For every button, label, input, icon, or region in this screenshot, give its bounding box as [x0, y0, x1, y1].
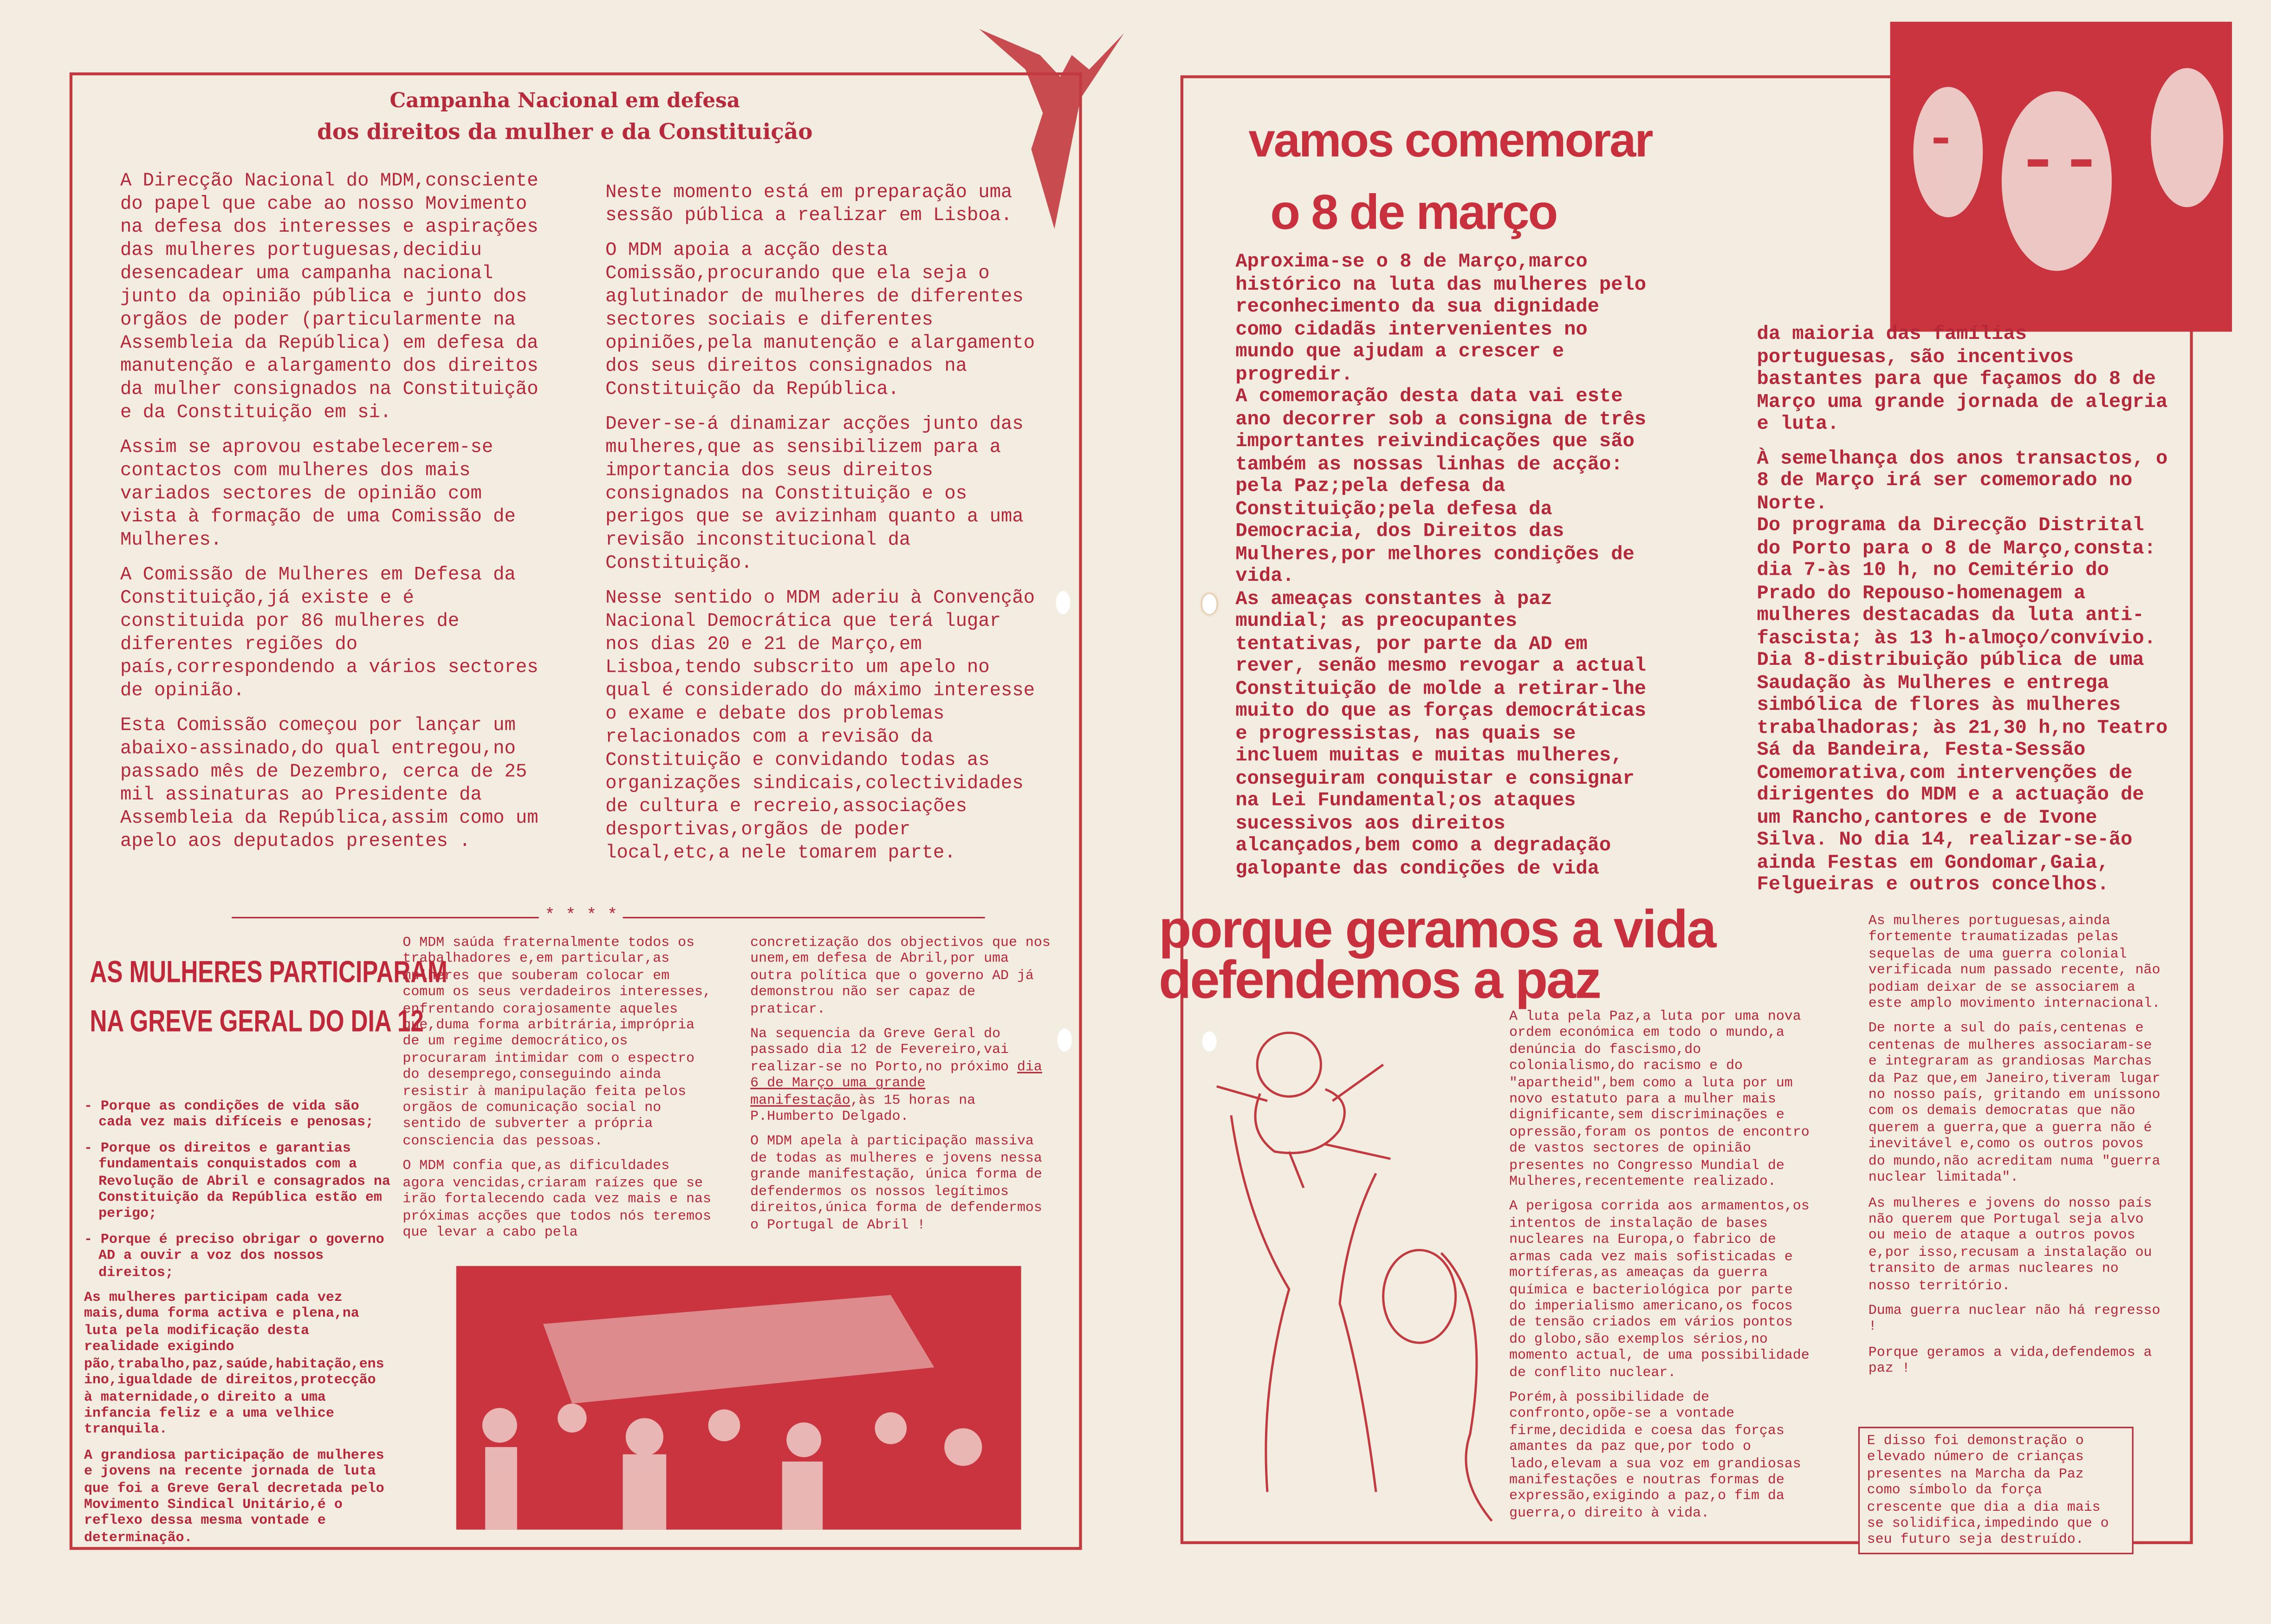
faces-photo-image [1890, 22, 2232, 332]
list-item: - Porque as condições de vida são cada vez mais difíceis e penosas; [84, 1098, 374, 1130]
paragraph: A Direcção Nacional do MDM,consciente do papel que cabe ao nosso Movimento na defesa dos interesses e aspirações das mulheres portuguesas,decidiu desencadear uma campanha nacional junto da opinião pública e junto dos orgãos de poder (particularmente na Assembleia da República) em defesa da manutenção e alargamento dos direitos da mulher consignados na Constituição e da Constituição em si. [120, 169, 539, 423]
paragraph: Aproxima-se o 8 de Março,marco histórico na luta das mulheres pelo reconhecimento da sua dignidade como cidadãs intervenientes no mundo que ajudam a crescer e progredir. [1235, 252, 1647, 386]
paragraph: As mulheres e jovens do nosso país não querem que Portugal seja alvo ou meio de ataque a outros povos e,por isso,recusam a instalação ou transito de armas nucleares no nosso território. [1868, 1194, 2152, 1293]
paragraph: A luta pela Paz,a luta por uma nova ordem económica em todo o mundo,a denúncia do fascismo,do colonialismo,do racismo e do "apartheid",bem como a luta por um novo estatuto para a mulher mais dignificante,sem discriminações e opressão,foram os pontos de encontro de vastos sectores de opinião presentes no Congresso Mundial de Mulheres,recentemente realizado. [1509, 1008, 1810, 1189]
peace-headline-line2: defendemos a paz [1159, 950, 1600, 1010]
peace-column-2 [1869, 913, 2164, 1386]
march8-headline-line2: o 8 de março [1270, 185, 1557, 240]
paragraph: Esta Comissão começou por lançar um abaixo-assinado,do qual entregou,no passado mês de Dezembro, cerca de 25 mil assinaturas ao Presidente da Assembleia da República,assim como um apelo aos deputados presentes . [120, 714, 539, 852]
mother-and-baby-drawing [1202, 1014, 1506, 1535]
women-faces-photo [1890, 22, 2232, 332]
peace-headline-line1: porque geramos a vida [1159, 899, 1715, 959]
march8-column-1 [1235, 252, 1647, 881]
paragraph: Porque geramos a vida,defendemos a paz ! [1868, 1344, 2152, 1377]
punch-hole [1058, 1028, 1072, 1052]
punch-hole [1202, 594, 1217, 614]
strike-heading [90, 949, 447, 1047]
text: ,às 15 horas na P.Humberto Delgado. [750, 1091, 976, 1124]
reasons-list [84, 1098, 391, 1280]
boxed-note: E disso foi demonstração o elevado número de crianças presentes na Marcha da Paz como símbolo da força crescente que dia a dia mais se solidifica,impedindo que o seu futuro seja destruído. [1858, 1427, 2134, 1554]
campaign-column-2 [605, 181, 1043, 877]
paragraph: O MDM apoia a acção desta Comissão,procurando que ela seja o aglutinador de mulheres de diferentes sectores sociais e diferentes opiniões,pela manutenção e alargamento dos seus direitos consignados na Constituição da República. [605, 239, 1035, 400]
list-item: - Porque os direitos e garantias fundamentais conquistados com a Revolução de Abril e consagrados na Constituição da República estão em perigo; [84, 1139, 390, 1222]
paragraph: O MDM confia que,as dificuldades agora vencidas,criaram raízes que se irão fortalecendo cada vez mais e nas próximas acções que todos nós teremos que levar a cabo pela [402, 1157, 712, 1240]
strike-column [84, 1098, 391, 1554]
paragraph: Assim se aprovou estabelecerem-se contactos com mulheres dos mais variados sectores de opinião com vista à formação de uma Comissão de Mulheres. [120, 436, 516, 551]
paragraph: A Comissão de Mulheres em Defesa da Constituição,já existe e é constituida por 86 mulheres de diferentes regiões do país,correspondendo a vários sectores de opinião. [120, 563, 539, 702]
punch-hole [1056, 591, 1070, 614]
paragraph: A perigosa corrida aos armamentos,os intentos de instalação de bases nucleares na Europa,o fabrico de armas cada vez mais sofisticadas e mortíferas,as ameaças da guerra química e bacteriológica por parte do imperialismo americano,os focos de tensão criados em vários pontos do globo,são exemplos sérios,no momento actual, de uma possibilidade de conflito nuclear. [1509, 1198, 1810, 1380]
mdm-column-2 [750, 934, 1051, 1241]
paragraph: da maioria das famílias portuguesas, são incentivos bastantes para que façamos do 8 de Março uma grande jornada de alegria e luta. [1757, 324, 2168, 436]
paragraph: As ameaças constantes à paz mundial; as preocupantes tentativas, por parte da AD em rever, senão mesmo revogar a actual Constituição de molde a retirar-lhe muito do que as forças democráticas e progressistas, nas quais se incluem muitas e muitas mulheres, conseguiram conquistar e consignar na Lei Fundamental;os ataques sucessivos aos direitos alcançados,bem como a degradação galopante das condições de vida [1235, 589, 1647, 880]
campaign-title-line2: dos direitos da mulher e da Constituição [317, 118, 813, 145]
march8-headline-line1: vamos comemorar [1248, 113, 1652, 167]
march8-column-2 [1757, 325, 2168, 909]
separator-stars: * * * * [539, 905, 623, 926]
paragraph: O MDM apela à participação massiva de todas as mulheres e jovens nessa grande manifestação, única forma de defendermos os nossos legítimos direitos,única forma de defendermos o Portugal de Abril ! [750, 1133, 1042, 1232]
mdm-column-1 [402, 934, 715, 1249]
crowd-photo-image [456, 1266, 1021, 1530]
campaign-title-line1: Campanha Nacional em defesa [389, 90, 740, 113]
paragraph: Dever-se-á dinamizar acções junto das mulheres,que as sensibilizem para a importancia dos seus direitos consignados na Constituição e os perigos que se avizinham quanto a uma revisão inconstitucional da Constituição. [605, 413, 1024, 574]
strike-heading-line2: NA GREVE GERAL DO DIA 12 [90, 1005, 424, 1039]
paragraph: Do programa da Direcção Distrital do Porto para o 8 de Março,consta: dia 7-às 10 h, no Cemitério do Prado do Repouso-homenagem a mulheres destacadas da luta anti-fascista; às 13 h-almoço/convívio. Dia 8-distribuição pública de uma Saudação às Mulheres e entrega simbólica de flores às mulheres trabalhadoras; às 21,30 h,no Teatro Sá da Bandeira, Festa-Sessão Comemorativa,com intervenções de dirigentes do MDM e a actuação de um Rancho,cantores e de Ivone Silva. No dia 14, realizar-se-ão ainda Festas em Gondomar,Gaia, Felgueiras e outros concelhos. [1757, 515, 2168, 897]
underlined-text: dia 6 de Março uma grande manifestação [750, 1059, 1042, 1108]
paragraph: Neste momento está em preparação uma sessão pública a realizar em Lisboa. [605, 181, 1012, 226]
paragraph: As mulheres portuguesas,ainda fortemente traumatizadas pelas sequelas de uma guerra colonial verificada num passado recente, não podiam deixar de se associarem a este amplo movimento internacional. [1868, 912, 2161, 1011]
list-item: - Porque é preciso obrigar o governo AD a ouvir a voz dos nossos direitos; [84, 1231, 384, 1280]
demonstration-paragraph [750, 1026, 1051, 1125]
paragraph: Duma guerra nuclear não há regresso ! [1868, 1302, 2161, 1335]
strike-crowd-photo [456, 1266, 1021, 1530]
campaign-column-1 [120, 169, 543, 865]
punch-hole [1202, 1031, 1217, 1052]
paragraph: concretização dos objectivos que nos unem,em defesa de Abril,por uma outra política que o governo AD já demonstrou não ser capaz de praticar. [750, 934, 1051, 1017]
text: Na sequencia da Greve Geral do passado dia 12 de Fevereiro,vai realizar-se no Porto,no próximo [750, 1026, 1017, 1075]
peace-headline [1159, 899, 1715, 1010]
paragraph: Nesse sentido o MDM aderiu à Convenção Nacional Democrática que terá lugar nos dias 20 e 21 de Março,em Lisboa,tendo subscrito um apelo no qual é considerado do máximo interesse o exame e debate dos problemas relacionados com a revisão da Constituição e convidando todas as organizações sindicais,colectividades de cultura e recreio,associações desportivas,orgãos de poder local,etc,a nele tomarem parte. [605, 586, 1035, 864]
paragraph: De norte a sul do país,centenas e centenas de mulheres associaram-se e integraram as grandiosas Marchas da Paz que,em Janeiro,tiveram lugar no nosso país, gritando em uníssono com os demais democratas que não querem a guerra,que a guerra não é inevitável e,como os outros povos do mundo,não acreditam numa "guerra nuclear limitada". [1868, 1020, 2161, 1185]
peace-column-1 [1509, 1008, 1816, 1530]
campaign-title [145, 90, 985, 145]
strike-heading-line1: AS MULHERES PARTICIPARAM [90, 956, 448, 989]
paragraph: Porém,à possibilidade de confronto,opõe-se a vontade firme,decidida e coesa das forças amantes da paz que,por todo o lado,elevam a sua voz em grandiosas manifestações e noutras formas de expressão,exigindo a paz,o fim da guerra,o direito à vida. [1509, 1389, 1801, 1521]
paragraph: À semelhança dos anos transactos, o 8 de Março irá ser comemorado no Norte. [1757, 448, 2168, 515]
paragraph: As mulheres participam cada vez mais,duma forma activa e plena,na luta pela modificação desta realidade exigindo pão,trabalho,paz,saúde,habitação,ensino,igualdade de direitos,protecção à maternidade,o direito a uma infancia feliz e a uma velhice tranquila. [84, 1289, 384, 1438]
paragraph: O MDM saúda fraternalmente todos os trabalhadores e,em particular,as mulheres que souberam colocar em comum os seus verdadeiros interesses, enfrentando corajosamente aqueles que,duma forma arbitrária,imprópria de um regime democrático,os procuraram intimidar com o espectro do desemprego,conseguindo ainda resistir à manipulação feita pelos orgãos de comunicação social no sentido de subverter a própria consciencia das pessoas. [402, 934, 712, 1149]
paragraph: A grandiosa participação de mulheres e jovens na recente jornada de luta que foi a Greve Geral decretada pelo Movimento Sindical Unitário,é o reflexo dessa mesma vontade e determinação. [84, 1447, 384, 1546]
paragraph: A comemoração desta data vai este ano decorrer sob a consigna de três importantes reivindicações que são também as nossas linhas de acção: pela Paz;pela defesa da Constituição;pela defesa da Democracia, dos Direitos das Mulheres,por melhores condições de vida. [1235, 387, 1647, 588]
